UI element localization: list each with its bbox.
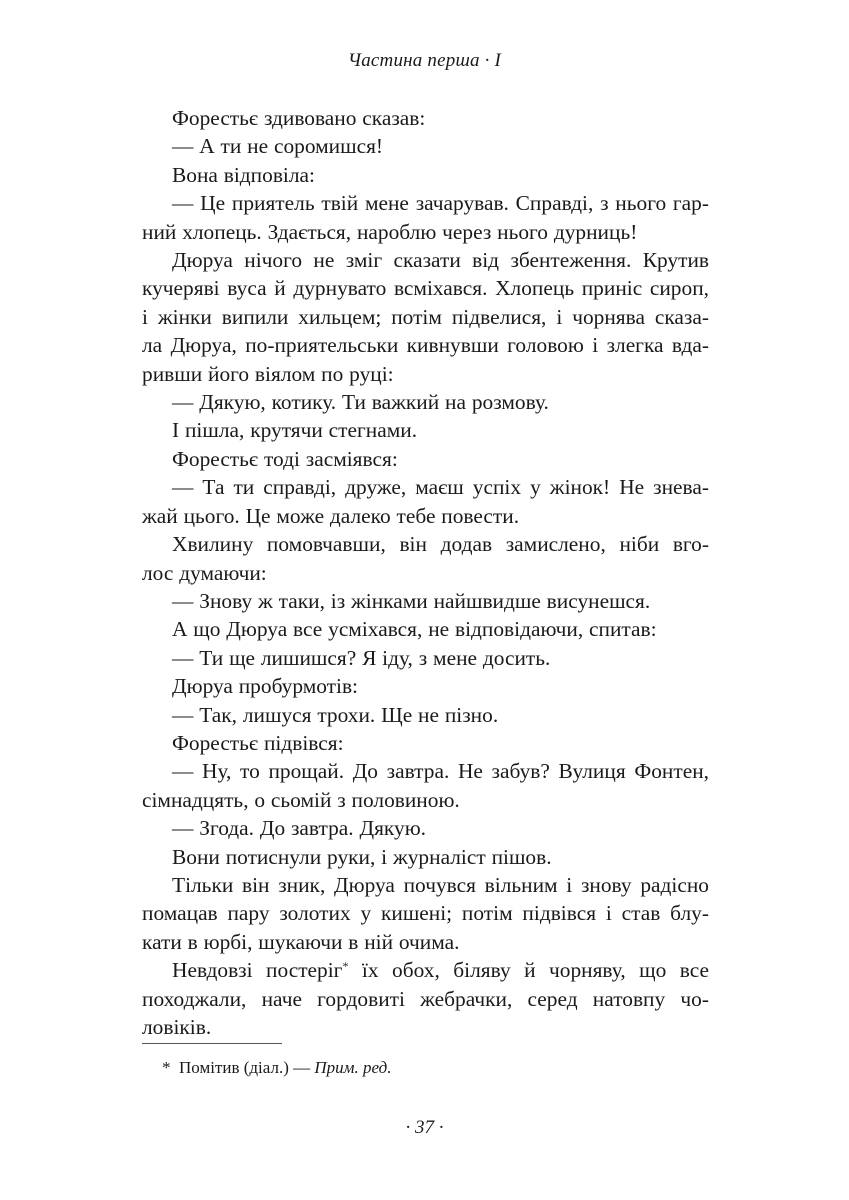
paragraph — [142, 615, 709, 643]
text-line: Вона відповіла: — [172, 162, 315, 187]
paragraph — [142, 189, 709, 246]
paragraph — [142, 132, 709, 160]
paragraph — [142, 843, 709, 871]
paragraph — [142, 644, 709, 672]
paragraph — [142, 587, 709, 615]
text-line: жай цього. Це може далеко тебе повести. — [142, 503, 520, 528]
footnote-divider — [142, 1043, 282, 1044]
text-line: і жінки випили хильцем; потім підвелися, і чорнява сказа- — [142, 304, 709, 329]
text-segment: Невдовзі постеріг — [172, 958, 343, 983]
text-line — [142, 956, 709, 984]
text-line: І пішла, крутячи стегнами. — [172, 418, 418, 443]
footnote — [162, 1058, 391, 1078]
text-line: А що Дюруа все усміхався, не відповідаючи, спитав: — [172, 617, 657, 642]
text-line: Форестьє підвівся: — [172, 730, 344, 755]
text-line: кати в юрбі, шукаючи в ній очима. — [142, 929, 460, 954]
paragraph — [142, 701, 709, 729]
paragraph — [142, 757, 709, 814]
text-line: лос думаючи: — [142, 560, 267, 585]
page-number: · 37 · — [405, 1117, 444, 1138]
paragraph — [142, 672, 709, 700]
text-line: — Це приятель твій мене зачарував. Справді, з нього гар- — [172, 191, 709, 216]
paragraph — [142, 388, 709, 416]
text-line: — Дякую, котику. Ти важкий на розмову. — [172, 390, 549, 415]
text-line: ний хлопець. Здається, нароблю через нього дурниць! — [142, 219, 638, 244]
text-line: — Ти ще лишишся? Я іду, з мене досить. — [172, 645, 551, 670]
text-line: Вони потиснули руки, і журналіст пішов. — [172, 844, 552, 869]
text-line: Форестьє здивовано сказав: — [172, 106, 426, 130]
text-line: кучеряві вуса й дурнувато всміхався. Хлопець приніс сироп, — [142, 276, 709, 301]
text-line: Форестьє тоді засміявся: — [172, 446, 398, 471]
paragraph — [142, 871, 709, 956]
text-line: ривши його віялом по руці: — [142, 361, 394, 386]
text-line: — А ти не соромишся! — [172, 134, 384, 159]
paragraph — [142, 729, 709, 757]
text-line: ла Дюруа, по-приятельськи кивнувши головою і злегка вда- — [142, 333, 709, 358]
paragraph — [142, 104, 709, 132]
paragraph — [142, 956, 709, 1041]
footnote-text: Помітив (діал.) — — [179, 1058, 311, 1077]
text-line: — Ну, то прощай. До завтра. Не забув? Вулиця Фонтен, — [172, 759, 709, 784]
text-line: помацав пару золотих у кишені; потім підвівся і став блу- — [142, 901, 709, 926]
text-line: ловіків. — [142, 1015, 212, 1039]
body-text — [142, 104, 709, 1041]
footnote-source: Прим. ред. — [314, 1058, 392, 1077]
paragraph — [142, 246, 709, 388]
text-line: — Згода. До завтра. Дякую. — [172, 816, 427, 841]
footnote-marker: * — [162, 1058, 171, 1077]
paragraph — [142, 416, 709, 444]
text-line: сімнадцять, о сьомій з половиною. — [142, 787, 460, 812]
footnote-reference: * — [342, 959, 349, 974]
text-segment: їх обох, біляву й чорняву, що все — [348, 958, 709, 983]
paragraph — [142, 473, 709, 530]
text-line: Тільки він зник, Дюруа почувся вільним і знову радісно — [172, 872, 709, 897]
text-line: — Та ти справді, друже, маєш успіх у жінок! Не знева- — [172, 475, 709, 500]
text-line: походжали, наче гордовиті жебрачки, серед натовпу чо- — [142, 986, 709, 1011]
text-line: — Знову ж таки, із жінками найшвидше висунешся. — [172, 588, 651, 613]
paragraph — [142, 530, 709, 587]
text-line: Хвилину помовчавши, він додав замислено, ніби вго- — [172, 532, 709, 557]
paragraph — [142, 445, 709, 473]
paragraph — [142, 161, 709, 189]
text-line: Дюруа пробурмотів: — [172, 674, 358, 699]
text-line: — Так, лишуся трохи. Ще не пізно. — [172, 702, 499, 727]
text-line: Дюруа нічого не зміг сказати від збентеження. Крутив — [172, 248, 709, 273]
paragraph — [142, 814, 709, 842]
running-head: Частина перша · І — [347, 50, 502, 71]
